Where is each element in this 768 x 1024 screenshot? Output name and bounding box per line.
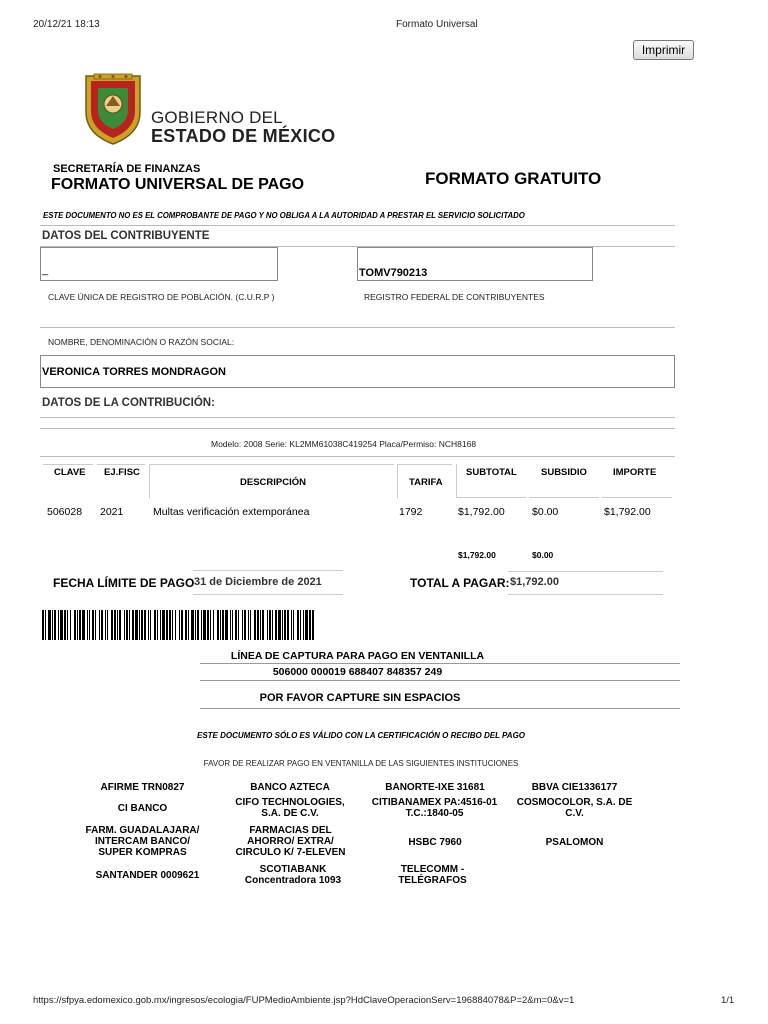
row-ejfisc: 2021 [100,506,124,518]
print-datetime: 20/12/21 18:13 [33,19,100,30]
barcode-bar [175,610,176,640]
rfc-field [357,247,593,281]
col-header-subtotal: SUBTOTAL [466,467,517,478]
row-tarifa: 1792 [399,506,423,518]
barcode-bar [67,610,68,640]
barcode-bar [217,610,219,640]
barcode-bar [52,610,53,640]
barcode-bar [99,610,100,640]
barcode-bar [260,610,261,640]
institution-cosmocolor: COSMOCOLOR, S.A. DE C.V. [516,797,633,819]
institution-telecomm: TELECOMM - TELÉGRAFOS [398,864,467,886]
barcode-bar [87,610,88,640]
nombre-label: NOMBRE, DENOMINACIÓN O RAZÓN SOCIAL: [48,337,235,347]
divider [40,327,675,328]
curp-field [40,247,278,281]
barcode-bar [269,610,271,640]
institution-hsbc: HSBC 7960 [408,837,462,848]
barcode-bar [235,610,237,640]
barcode-bar [272,610,273,640]
col-header-ejfisc: EJ.FISC [104,467,140,478]
barcode-bar [89,610,90,640]
row-descripcion: Multas verificación extemporánea [153,506,310,518]
payment-barcode [42,610,314,640]
total-value: $1,792.00 [510,576,559,588]
barcode-bar [114,610,116,640]
barcode-bar [275,610,277,640]
barcode-bar [70,610,71,640]
institution-bbva: BBVA CIE1336177 [531,782,618,793]
barcode-bar [195,610,196,640]
barcode-bar [82,610,85,640]
divider [456,497,526,498]
barcode-bar [222,610,224,640]
rfc-value: TOMV790213 [359,267,428,279]
row-clave: 506028 [47,506,83,518]
barcode-bar [101,610,103,640]
barcode-bar [185,610,187,640]
divider [97,464,145,465]
barcode-bar [105,610,106,640]
divider [193,594,343,595]
barcode-bar [129,610,130,640]
print-url: https://sfpya.edomexico.gob.mx/ingresos/ecologia/FUPMedioAmbiente.jsp?HdClaveOperacionServ=196884078&P=2&m=0&v=1 [33,995,575,1006]
nombre-field [40,355,675,388]
barcode-bar [312,610,314,640]
barcode-bar [262,610,264,640]
divider [508,571,663,572]
divider [602,497,672,498]
fecha-limite-label: FECHA LÍMITE DE PAGO [53,576,195,590]
barcode-bar [119,610,121,640]
print-page-count: 1/1 [721,995,735,1006]
barcode-bar [248,610,249,640]
barcode-bar [77,610,78,640]
barcode-bar [297,610,299,640]
divider [149,464,394,465]
barcode-bar [126,610,128,640]
barcode-bar [181,610,183,640]
institution-afirme: AFIRME TRN0827 [100,782,185,793]
divider [529,497,599,498]
barcode-bar [207,610,209,640]
divider [456,464,457,498]
barcode-bar [284,610,286,640]
barcode-bar [188,610,189,640]
barcode-bar [60,610,63,640]
barcode-bar [278,610,281,640]
divider [193,570,343,571]
barcode-bar [220,610,221,640]
barcode-bar [54,610,56,640]
divider [40,225,675,226]
total-subsidio: $0.00 [532,550,554,560]
divider [40,417,675,418]
divider [149,464,150,498]
barcode-bar [300,610,301,640]
row-importe: $1,792.00 [604,506,651,518]
barcode-bar [197,610,199,640]
linea-captura-label: LÍNEA DE CAPTURA PARA PAGO EN VENTANILLA [230,650,485,662]
barcode-bar [291,610,292,640]
barcode-bar [191,610,194,640]
barcode-bar [257,610,259,640]
barcode-bar [230,610,231,640]
barcode-bar [254,610,256,640]
divider [200,708,680,709]
divider [40,456,675,457]
row-subtotal: $1,792.00 [458,506,505,518]
institution-farmacias-ahorro: FARMACIAS DEL AHORRO/ EXTRA/ CIRCULO K/ 7-ELEVEN [235,825,346,858]
disclaimer-text: ESTE DOCUMENTO NO ES EL COMPROBANTE DE PAGO Y NO OBLIGA A LA AUTORIDAD A PRESTAR EL SERVICIO SOLICITADO [43,211,525,220]
contribucion-section-title: DATOS DE LA CONTRIBUCIÓN: [42,397,215,409]
barcode-bar [242,610,243,640]
barcode-bar [111,610,113,640]
barcode-bar [172,610,173,640]
barcode-bar [124,610,125,640]
divider [200,680,680,681]
curp-label: CLAVE ÚNICA DE REGISTRO DE POBLACIÓN. (C.U.R.P ) [48,292,275,302]
nombre-value: VERONICA TORRES MONDRAGON [42,366,226,378]
total-subtotal: $1,792.00 [458,550,496,560]
barcode-bar [282,610,283,640]
barcode-bar [166,610,168,640]
print-page-title: Formato Universal [396,19,478,30]
institution-santander: SANTANDER 0009621 [95,870,200,881]
institution-banco-azteca: BANCO AZTECA [250,782,330,793]
barcode-bar [213,610,214,640]
barcode-bar [150,610,151,640]
state-coat-of-arms-logo [80,72,146,146]
print-button[interactable]: Imprimir [633,40,694,60]
institution-banorte: BANORTE-IXE 31681 [385,782,485,793]
barcode-bar [162,610,165,640]
col-header-importe: IMPORTE [613,467,657,478]
barcode-bar [58,610,59,640]
divider [397,464,452,465]
barcode-bar [201,610,202,640]
logo-text-line2: ESTADO DE MÉXICO [151,126,336,146]
barcode-bar [79,610,81,640]
institution-scotiabank: SCOTIABANK Concentradora 1093 [244,864,342,886]
col-header-descripcion: DESCRIPCIÓN [240,477,306,488]
barcode-bar [42,610,44,640]
page-title: FORMATO UNIVERSAL DE PAGO [51,176,305,193]
barcode-bar [287,610,289,640]
institution-ci-banco: CI BANCO [117,803,168,814]
vehicle-info: Modelo: 2008 Serie: KL2MM61038C419254 Placa/Permiso: NCH8168 [211,439,477,449]
divider [43,464,93,465]
barcode-bar [305,610,308,640]
barcode-bar [45,610,46,640]
barcode-bar [117,610,118,640]
validity-note: ESTE DOCUMENTO SÓLO ES VÁLIDO CON LA CERTIFICACIÓN O RECIBO DEL PAGO [196,731,526,740]
fecha-limite-value: 31 de Diciembre de 2021 [194,576,322,588]
barcode-bar [244,610,246,640]
divider [508,594,663,595]
barcode-bar [267,610,268,640]
row-subsidio: $0.00 [532,506,559,518]
institution-psalomon: PSALOMON [545,837,604,848]
institutions-instructions: FAVOR DE REALIZAR PAGO EN VENTANILLA DE LAS SIGUIENTES INSTITUCIONES [203,759,519,768]
barcode-bar [250,610,251,640]
barcode-bar [144,610,146,640]
rfc-label: REGISTRO FEDERAL DE CONTRIBUYENTES [364,292,545,302]
barcode-bar [179,610,180,640]
barcode-bar [203,610,206,640]
formato-gratuito-label: FORMATO GRATUITO [425,169,602,188]
barcode-bar [48,610,51,640]
col-header-subsidio: SUBSIDIO [541,467,587,478]
barcode-bar [157,610,158,640]
barcode-bar [74,610,76,640]
secretaria-label: SECRETARÍA DE FINANZAS [53,163,201,175]
divider [40,428,675,429]
barcode-bar [225,610,228,640]
institution-farm-guadalajara: FARM. GUADALAJARA/ INTERCAM BANCO/ SUPER KOMPRAS [85,825,200,858]
barcode-bar [92,610,94,640]
barcode-bar [309,610,311,640]
barcode-bar [64,610,66,640]
logo-text-line1: GOBIERNO DEL [151,108,283,127]
barcode-bar [160,610,161,640]
institution-citibanamex: CITIBANAMEX PA:4516-01 T.C.:1840-05 [371,797,498,819]
barcode-bar [139,610,140,640]
barcode-bar [238,610,239,640]
barcode-bar [232,610,233,640]
curp-value: _ [42,264,49,276]
divider [200,663,680,664]
institution-cifo: CIFO TECHNOLOGIES, S.A. DE C.V. [235,797,345,819]
contribuyente-section-title: DATOS DEL CONTRIBUYENTE [42,230,210,242]
barcode-bar [148,610,149,640]
barcode-bar [303,610,304,640]
col-header-tarifa: TARIFA [409,477,443,488]
barcode-bar [154,610,156,640]
barcode-bar [293,610,294,640]
col-header-clave: CLAVE [54,467,86,478]
barcode-bar [210,610,211,640]
barcode-bar [95,610,96,640]
total-label: TOTAL A PAGAR: [410,576,510,590]
linea-captura-value: 506000 000019 688407 848357 249 [272,666,443,678]
divider [397,464,398,498]
barcode-bar [132,610,134,640]
barcode-bar [135,610,138,640]
capture-note: POR FAVOR CAPTURE SIN ESPACIOS [259,692,461,704]
barcode-bar [169,610,171,640]
barcode-bar [141,610,143,640]
barcode-bar [107,610,108,640]
